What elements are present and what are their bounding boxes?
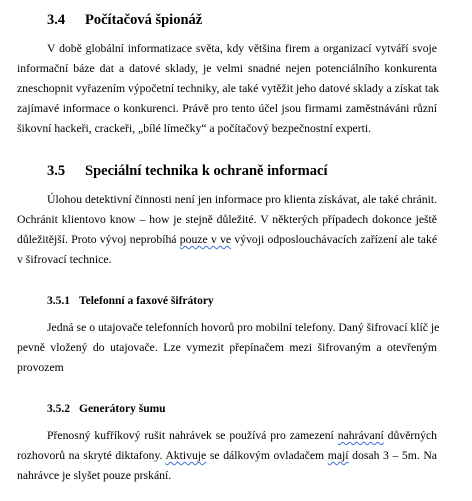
heading-title: Počítačová špionáž <box>85 12 203 28</box>
paragraph-line: Úlohou detektivní činnosti není jen informace pro klienta získávat, ale také chránit. <box>47 193 437 206</box>
paragraph-line <box>17 233 437 247</box>
heading-number: 3.5.2 <box>47 403 70 415</box>
paragraph-line <box>47 429 437 443</box>
spellcheck-flagged-text: Aktivuje <box>165 449 207 462</box>
paragraph-line: zneschopnit vyřazením výpočetní techniky, ale také vytěžit jeho datové sklady a získat tak <box>17 82 440 95</box>
heading-3-5-2 <box>47 403 166 415</box>
heading-number: 3.4 <box>47 12 66 28</box>
paragraph-line: provozem <box>17 361 64 374</box>
paragraph-line: zajímavé informace o konkurenci. Právě pro tento účel jsou firmami zaměstnáváni různí <box>17 102 437 115</box>
spellcheck-flagged-text: pouze v ve <box>179 233 232 246</box>
heading-title: Telefonní a faxové šifrátory <box>79 295 214 307</box>
spellcheck-flagged-text: nahrávaní <box>337 429 384 442</box>
paragraph-line: V době globální informatizace světa, kdy většina firem a organizací vytváří svoje <box>47 42 437 55</box>
paragraph-line: Jedná se o utajovače telefonních hovorů pro mobilní telefony. Daný šifrovací klíč je <box>47 321 440 334</box>
heading-3-5-1 <box>47 295 214 307</box>
paragraph-line: Ochránit klientovo know – how je stejně důležité. V některých případech dokonce ještě <box>17 213 437 226</box>
text-run: rozhovorů na skryté diktafony. <box>17 449 166 462</box>
heading-number: 3.5.1 <box>47 295 70 307</box>
paragraph-line: šikovní hackeři, crackeři, „bílé límečky“ a počítačový bezpečnostní experti. <box>17 122 372 135</box>
paragraph-line: v šifrovací technice. <box>17 253 112 266</box>
text-run: důležitější. Proto vývoj neprobíhá <box>17 233 180 246</box>
paragraph-line: informační báze dat a datové sklady, je velmi snadné nejen potenciálního konkurenta <box>17 62 437 75</box>
spellcheck-flagged-text: mají <box>327 449 349 462</box>
text-run: vývoji odposlouchávacích zařízení ale také <box>231 233 438 246</box>
paragraph-line: nahrávce je slyšet pouze prskání. <box>17 469 172 482</box>
heading-3-5 <box>47 163 327 180</box>
heading-3-4 <box>47 12 202 29</box>
heading-title: Speciální technika k ochraně informací <box>85 163 328 179</box>
heading-title: Generátory šumu <box>79 403 166 415</box>
text-run: se dálkovým ovladačem <box>206 449 328 462</box>
heading-number: 3.5 <box>47 163 66 179</box>
text-run: dosah 3 – 5m. Na <box>348 449 437 462</box>
text-run: Přenosný kufříkový rušit nahrávek se používá pro zamezení <box>47 429 338 442</box>
paragraph-line: pevně vložený do utajovače. Lze vymezit přepínačem mezi šifrovaným a otevřeným <box>17 341 437 354</box>
paragraph-line <box>17 449 437 463</box>
text-run: důvěrných <box>383 429 437 442</box>
